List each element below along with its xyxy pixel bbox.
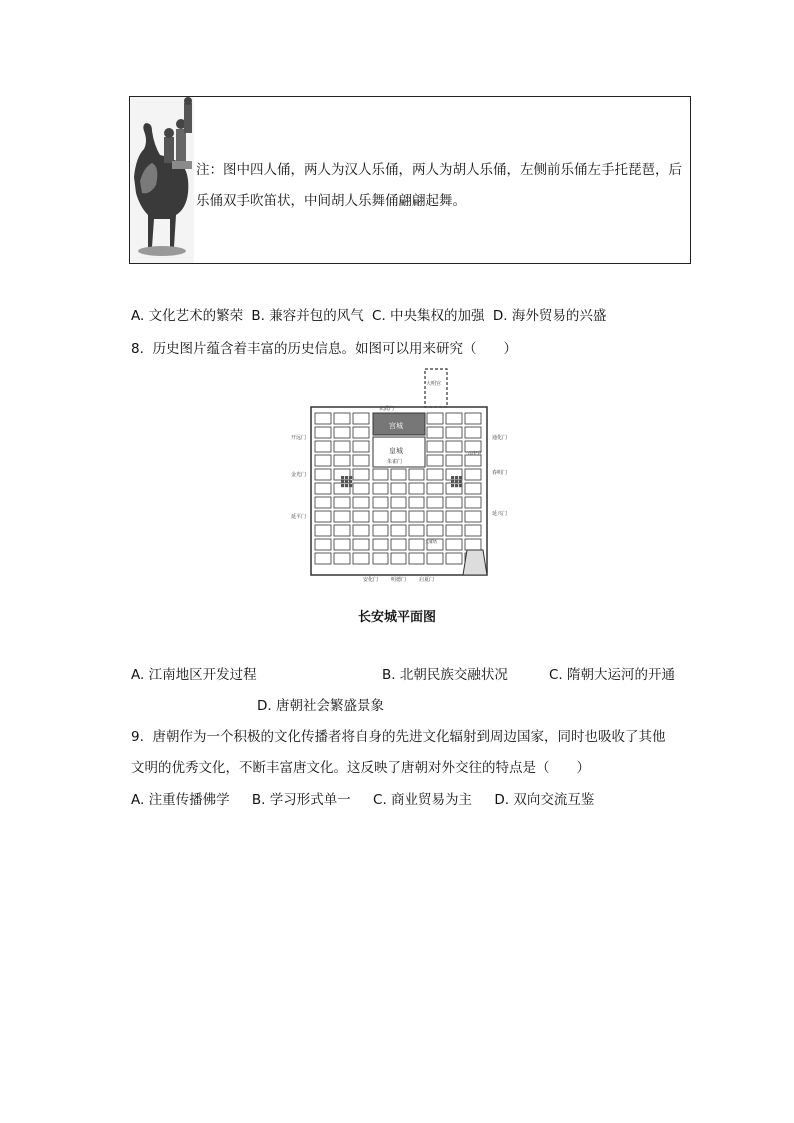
map-ward [446, 441, 462, 452]
map-ward [334, 539, 350, 550]
map-ward [373, 469, 388, 480]
q9-option-b[interactable]: B. 学习形式单一 [251, 792, 351, 808]
map-ward [315, 413, 331, 424]
q9-number: 9. [131, 729, 144, 745]
map-ward [373, 497, 388, 508]
map-ward [427, 483, 443, 494]
map-ward [409, 469, 424, 480]
map-market-cell [451, 476, 454, 479]
map-ward [353, 539, 369, 550]
map-ward [353, 553, 369, 564]
map-label-huangcheng: 皇城 [389, 447, 403, 455]
map-ward [315, 497, 331, 508]
map-ward [427, 469, 443, 480]
q8-stem-text: 历史图片蕴含着丰富的历史信息。如图可以用来研究（ ） [152, 341, 517, 357]
map-label-mingde: 明德门 [391, 577, 407, 583]
map-ward [315, 469, 331, 480]
map-ward [409, 497, 424, 508]
map-market-cell [455, 476, 458, 479]
map-ward [391, 497, 406, 508]
map-ward [427, 497, 443, 508]
map-ward [465, 511, 481, 522]
map-ward [353, 469, 369, 480]
q9-option-a[interactable]: A. 注重传播佛学 [131, 792, 230, 808]
q7-option-a[interactable]: A. 文化艺术的繁荣 [131, 308, 244, 324]
map-ward [446, 511, 462, 522]
map-market-cell [451, 480, 454, 483]
map-market-cell [349, 480, 352, 483]
map-market-cell [345, 480, 348, 483]
map-ward [353, 455, 369, 466]
map-ward [373, 511, 388, 522]
map-label-qixia: 启夏门 [419, 577, 435, 583]
map-ward [353, 525, 369, 536]
map-ward [391, 525, 406, 536]
map-label-dayan: 大雁塔 [425, 539, 437, 544]
map-ward [334, 441, 350, 452]
q8-number: 8. [131, 341, 144, 357]
map-ward [427, 511, 443, 522]
map-ward [334, 497, 350, 508]
map-market-cell [349, 484, 352, 487]
map-ward [334, 525, 350, 536]
map-market-cell [345, 476, 348, 479]
q8-option-d[interactable]: D. 唐朝社会繁盛景象 [257, 698, 384, 714]
map-market-cell [455, 484, 458, 487]
changan-map-svg [291, 365, 508, 583]
map-market-cell [459, 484, 462, 487]
map-ward [334, 413, 350, 424]
map-ward [373, 525, 388, 536]
map-market-cell [455, 480, 458, 483]
map-ward [465, 497, 481, 508]
map-label-chunming: 春明门 [492, 470, 508, 476]
map-ward [353, 441, 369, 452]
map-ward [334, 511, 350, 522]
map-label-gongcheng: 宫城 [389, 422, 403, 430]
map-ward [334, 553, 350, 564]
map-ward [315, 483, 331, 494]
map-ward [391, 469, 406, 480]
q8-option-a[interactable]: A. 江南地区开发过程 [131, 667, 257, 683]
map-ward [353, 427, 369, 438]
note-table [129, 96, 691, 264]
map-ward [465, 413, 481, 424]
map-label-xuanwu: 玄武门 [379, 406, 395, 412]
map-ward [391, 511, 406, 522]
map-ward [353, 511, 369, 522]
map-ward [334, 427, 350, 438]
map-market-cell [459, 480, 462, 483]
map-ward [446, 553, 462, 564]
changan-city-map [291, 365, 508, 583]
q7-option-b[interactable]: B. 兼容并包的风气 [251, 308, 364, 324]
map-market-cell [459, 476, 462, 479]
map-market-cell [451, 484, 454, 487]
map-ward [427, 525, 443, 536]
map-market-cell [341, 480, 344, 483]
map-label-jinguang: 金光门 [291, 472, 307, 478]
map-ward-grid [315, 413, 481, 564]
map-ward [409, 539, 424, 550]
q7-option-d[interactable]: D. 海外贸易的兴盛 [492, 308, 607, 324]
map-market-cell [349, 476, 352, 479]
map-ward [427, 427, 443, 438]
map-ward [353, 497, 369, 508]
map-ward [409, 553, 424, 564]
map-ward [446, 539, 462, 550]
map-label-daming: 大明宫 [426, 381, 442, 387]
map-ward [353, 413, 369, 424]
map-label-anhua: 安化门 [363, 577, 379, 583]
note-text: 注：图中四人俑，两人为汉人乐俑，两人为胡人乐俑，左侧前乐俑左手托琵琶，后乐俑双手吹笛状，中间胡人乐舞俑翩翩起舞。 [196, 162, 682, 209]
map-caption: 长安城平面图 [357, 610, 436, 625]
map-ward [334, 455, 350, 466]
map-ward [373, 553, 388, 564]
q8-option-c[interactable]: C. 隋朝大运河的开通 [549, 667, 676, 683]
map-market-cell [345, 484, 348, 487]
map-ward [353, 483, 369, 494]
q7-options [131, 304, 606, 324]
map-ward [391, 483, 406, 494]
camel-figurine-illustration [130, 97, 194, 263]
map-ward [409, 483, 424, 494]
map-ward [427, 441, 443, 452]
map-ward [427, 553, 443, 564]
map-label-xingqing: 兴庆宫 [467, 451, 483, 457]
map-label-yanxing: 延兴门 [492, 511, 508, 517]
q9-options [131, 788, 594, 808]
map-ward [315, 455, 331, 466]
map-label-tonghua: 通化门 [492, 435, 508, 441]
map-ward [427, 455, 443, 466]
map-ward [409, 511, 424, 522]
map-ward [315, 427, 331, 438]
map-label-kaiyuan: 开远门 [291, 435, 307, 441]
figurine-image [130, 97, 194, 263]
map-ward [427, 413, 443, 424]
q9-option-c[interactable]: C. 商业贸易为主 [373, 792, 473, 808]
map-ward [373, 539, 388, 550]
map-label-yanping: 延平门 [291, 514, 307, 520]
map-ward [465, 539, 481, 550]
map-label-zhuque: 朱雀门 [387, 459, 403, 465]
map-ward [446, 455, 462, 466]
map-ward [465, 525, 481, 536]
map-ward [315, 525, 331, 536]
q7-option-c[interactable]: C. 中央集权的加强 [372, 308, 485, 324]
q9-stem-line2: 文明的优秀文化，不断丰富唐文化。这反映了唐朝对外交往的特点是（ ） [131, 760, 590, 776]
map-ward [315, 553, 331, 564]
q9-option-d[interactable]: D. 双向交流互鉴 [494, 792, 595, 808]
map-market-cell [341, 484, 344, 487]
map-ward [446, 413, 462, 424]
map-ward [409, 525, 424, 536]
q8-option-b[interactable]: B. 北朝民族交融状况 [382, 667, 508, 683]
map-ward [315, 511, 331, 522]
map-ward [446, 427, 462, 438]
q9-stem-line1 [131, 725, 665, 745]
q9-stem-text-1: 唐朝作为一个积极的文化传播者将自身的先进文化辐射到周边国家，同时也吸收了其他 [152, 729, 666, 745]
q8-stem [131, 337, 517, 357]
map-ward [391, 539, 406, 550]
map-ward [315, 539, 331, 550]
map-ward [446, 525, 462, 536]
map-ward [465, 427, 481, 438]
map-ward [465, 469, 481, 480]
map-ward [373, 483, 388, 494]
map-ward [391, 553, 406, 564]
map-market-cell [341, 476, 344, 479]
map-ward [465, 483, 481, 494]
map-ward [315, 441, 331, 452]
map-ward [446, 497, 462, 508]
